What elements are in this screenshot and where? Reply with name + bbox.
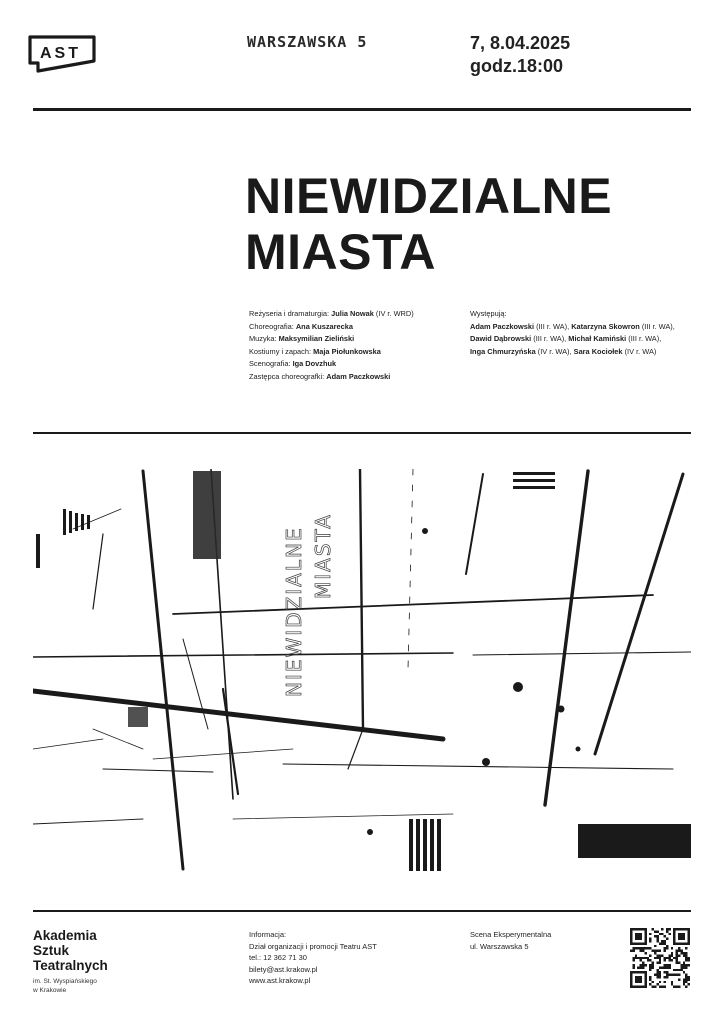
venue-address: WARSZAWSKA 5 (247, 33, 368, 51)
credit-row (249, 321, 459, 334)
qr-code[interactable] (630, 928, 690, 988)
cast-member: Sara Kociołek (573, 346, 623, 356)
bottom-divider (33, 910, 691, 912)
cast-note: (IV r. WA) (622, 346, 657, 356)
cast-list (470, 308, 695, 358)
credit-person: Adam Paczkowski (326, 371, 391, 381)
scene-name: Scena Eksperymentalna (470, 930, 552, 939)
ast-logo (28, 33, 98, 79)
credit-row (249, 358, 459, 371)
academy-subtitle (33, 977, 97, 995)
academy-sub-line-2: w Krakowie (33, 987, 67, 994)
title-line-1: NIEWIDZIALNE (245, 168, 613, 224)
credit-note: (IV r. WRD) (373, 309, 414, 318)
contact-info (249, 929, 377, 987)
cast-member: Dawid Dąbrowski (470, 334, 532, 344)
credit-person: Maja Piołunkowska (313, 346, 381, 356)
cast-note: (III r. WA), (534, 321, 572, 331)
middle-divider (33, 432, 691, 434)
academy-sub-line-1: im. St. Wyspiańskiego (33, 978, 97, 985)
cast-row (470, 321, 695, 334)
credit-role: Kostiumy i zapach: (249, 346, 314, 356)
artwork-text-line-1: NIEWIDZIALNE (282, 526, 306, 697)
event-time: godz.18:00 (470, 56, 564, 76)
info-email[interactable]: bilety@ast.krakow.pl (249, 964, 318, 974)
event-dates: 7, 8.04.2025 (470, 33, 571, 53)
artwork-text-line-2: MIASTA (311, 513, 335, 599)
credit-person: Iga Dovzhuk (292, 359, 337, 369)
credit-person: Maksymilian Zieliński (278, 334, 355, 344)
credit-role: Choreografia: (249, 321, 296, 331)
cast-note: (III r. WA), (531, 334, 569, 344)
credit-person: Julia Nowak (331, 309, 374, 318)
credit-role: Zastępca choreografki: (249, 371, 327, 381)
cast-heading: Występują: (470, 309, 507, 318)
credit-person: Ana Kuszarecka (295, 321, 353, 331)
credit-role: Reżyseria i dramaturgia: (249, 309, 332, 318)
scene-address: ul. Warszawska 5 (470, 941, 529, 951)
page-title (245, 168, 612, 280)
credit-row (249, 346, 459, 359)
academy-line-1: Akademia (33, 928, 97, 943)
cast-note: (IV r. WA), (535, 346, 574, 356)
credit-row (249, 333, 459, 346)
top-divider (33, 108, 691, 111)
credit-row (249, 371, 459, 384)
academy-line-2: Sztuk (33, 943, 70, 958)
logo-text: AST (40, 45, 81, 62)
cast-member: Adam Paczkowski (470, 321, 535, 331)
cast-row (470, 346, 695, 359)
credit-role: Muzyka: (249, 334, 279, 344)
cast-member: Michał Kamiński (568, 334, 627, 344)
credit-role: Scenografia: (249, 359, 293, 369)
event-date (470, 32, 570, 78)
info-department: Dział organizacji i promocji Teatru AST (249, 941, 377, 951)
cast-row (470, 333, 695, 346)
cast-member: Inga Chmurzyńska (470, 346, 536, 356)
academy-line-3: Teatralnych (33, 958, 108, 973)
credit-row (249, 308, 459, 321)
cast-note: (III r. WA), (626, 334, 662, 344)
info-website[interactable]: www.ast.krakow.pl (249, 976, 311, 985)
poster-artwork (33, 469, 691, 874)
info-heading: Informacja: (249, 930, 287, 939)
title-line-2: MIASTA (245, 224, 436, 280)
scene-info (470, 929, 551, 952)
cast-member: Katarzyna Skowron (571, 321, 640, 331)
credits-list (249, 308, 459, 384)
cast-note: (III r. WA), (639, 321, 675, 331)
info-phone: tel.: 12 362 71 30 (249, 953, 307, 962)
art-stroke (143, 471, 183, 869)
academy-name (33, 928, 108, 973)
